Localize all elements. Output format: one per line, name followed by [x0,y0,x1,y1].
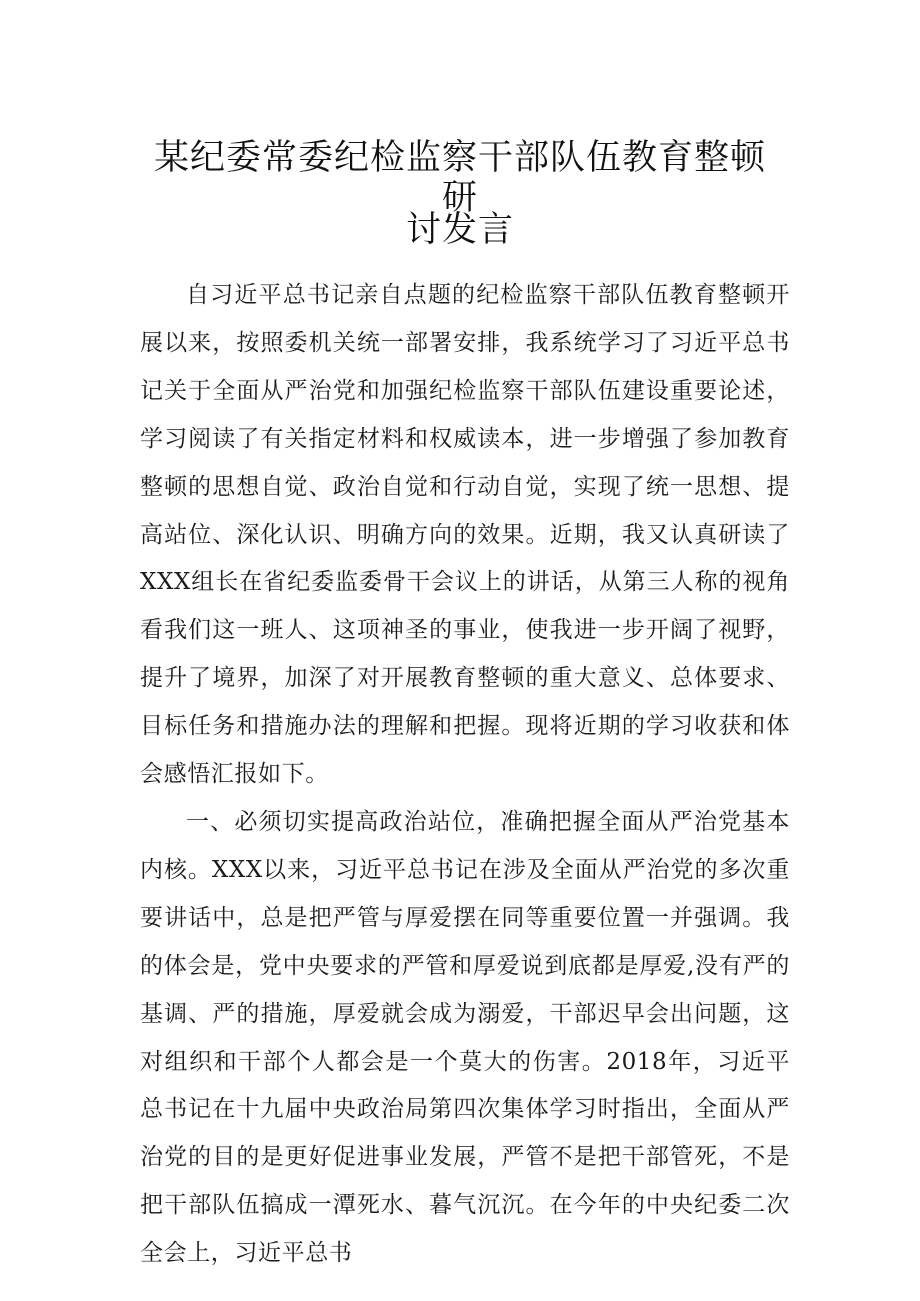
paragraph-intro: 自习近平总书记亲自点题的纪检监察干部队伍教育整顿开展以来，按照委机关统一部署安排，我系统学习了习近平总书记关于全面从严治党和加强纪检监察干部队伍建设重要论述，学习阅读了有关指定材料和权威读本，进一步增强了参加教育整顿的思想自觉、政治自觉和行动自觉，实现了统一思想、提高站位、深化认识、明确方向的效果。近期，我又认真研读了XXX组长在省纪委监委骨干会议上的讲话，从第三人称的视角看我们这一班人、这项神圣的事业，使我进一步开阔了视野，提升了境界，加深了对开展教育整顿的重大意义、总体要求、目标任务和措施办法的理解和把握。现将近期的学习收获和体会感悟汇报如下。 [140,282,790,788]
paragraph-section-one: 一、必须切实提高政治站位，准确把握全面从严治党基本内核。XXX以来，习近平总书记在涉及全面从严治党的多次重要讲话中，总是把严管与厚爱摆在同等重要位置一并强调。我的体会是，党中央要求的严管和厚爱说到底都是厚爱,没有严的基调、严的措施，厚爱就会成为溺爱，干部迟早会出问题，这对组织和干部个人都会是一个莫大的伤害。2018年，习近平总书记在十九届中央政治局第四次集体学习时指出，全面从严治党的目的是更好促进事业发展，严管不是把干部管死，不是把干部队伍搞成一潭死水、暮气沉沉。在今年的中央纪委二次全会上，习近平总书 [140,808,790,1267]
document-body [140,272,790,1278]
document-title-line-2: 讨发言 [405,210,514,250]
document-title-line-1: 某纪委常委纪检监察干部队伍教育整顿研 [153,138,766,218]
